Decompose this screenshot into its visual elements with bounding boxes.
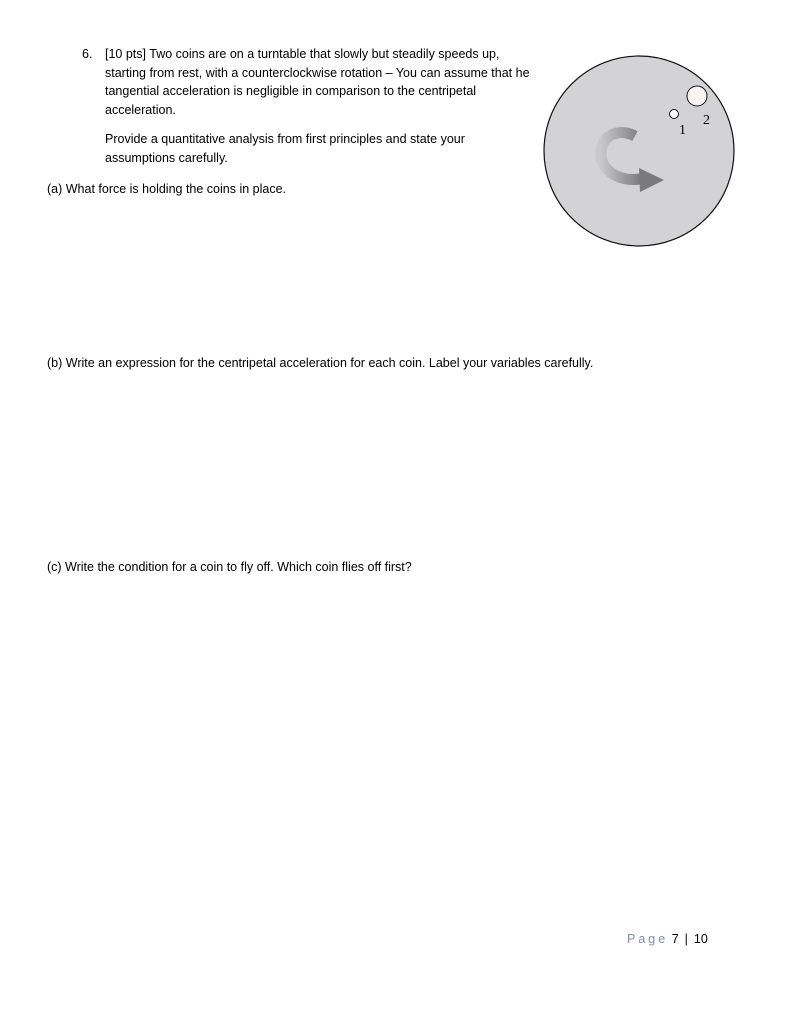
turntable-figure (540, 52, 740, 252)
coin-1-label: 1 (679, 123, 686, 138)
page-total: 10 (693, 932, 708, 946)
page-current: 7 (671, 932, 679, 946)
coin-1 (670, 110, 679, 119)
question-number: 6. (82, 47, 93, 61)
coin-2 (687, 86, 707, 106)
page-word: Page (627, 932, 669, 946)
page-separator: | (684, 932, 688, 946)
question-text (105, 45, 535, 167)
question-paragraph-1: [10 pts] Two coins are on a turntable that slowly but steadily speeds up, starting from rest, with a counterclockwise rotation – You can assume that he tangential acceleration is negligible in comparison to the centripetal acceleration. (105, 47, 530, 118)
part-b-prompt: (b) Write an expression for the centripetal acceleration for each coin. Label your variables carefully. (47, 356, 594, 370)
question-paragraph-2: Provide a quantitative analysis from first principles and state your assumptions carefully. (105, 131, 465, 165)
turntable-diagram (540, 52, 740, 252)
part-c-prompt: (c) Write the condition for a coin to fly off. Which coin flies off first? (47, 560, 412, 574)
coin-2-label: 2 (703, 113, 710, 128)
part-a-prompt: (a) What force is holding the coins in place. (47, 182, 287, 196)
page-footer (627, 930, 708, 948)
turntable-disc (544, 56, 734, 246)
